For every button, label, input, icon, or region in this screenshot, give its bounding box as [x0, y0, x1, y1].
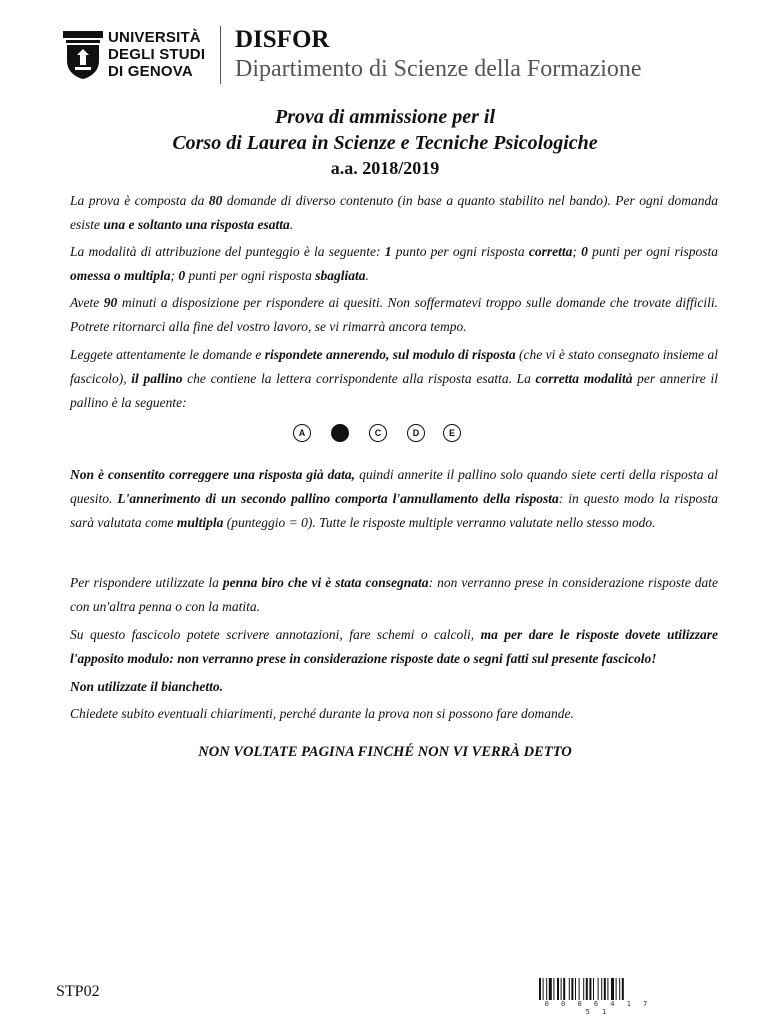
header-divider: [220, 26, 221, 84]
page-header: [62, 26, 722, 88]
department-full-name: Dipartimento di Scienze della Formazione: [235, 56, 642, 82]
form-code: STP02: [56, 983, 100, 1000]
bold-run: 1: [384, 244, 392, 259]
paragraph-scoring: [70, 240, 718, 288]
bold-run: multipla: [176, 515, 224, 530]
paragraph-no-corrections: [70, 463, 718, 535]
paragraph-no-whiteout: [70, 675, 718, 699]
title-line-1: Prova di ammissione per il: [275, 106, 495, 128]
barcode-number: 0 0 0 6 4 1 7 5 1: [544, 1000, 652, 1016]
department-abbreviation: DISFOR: [235, 26, 330, 53]
paragraph-answer-method: [70, 343, 718, 415]
bold-run: una e soltanto una risposta esatta: [103, 217, 290, 232]
university-name: [108, 29, 205, 80]
bold-run: Non utilizzate il bianchetto.: [70, 679, 224, 694]
bold-run: sbagliata: [315, 268, 366, 283]
text-run: : in questo modo la risposta sarà valutata come: [70, 491, 718, 530]
title-line-2: Corso di Laurea in Scienze e Tecniche Psicologiche: [172, 132, 598, 154]
university-name-line: DEGLI STUDI: [108, 46, 206, 63]
bubble-d: [407, 424, 425, 442]
paragraph-time: [70, 291, 718, 339]
text-run: (punteggio = 0). Tutte le risposte multiple verranno valutate nello stesso modo.: [223, 515, 656, 530]
text-run: Avete: [70, 295, 104, 310]
bubble-e: [443, 424, 461, 442]
text-run: Su questo fascicolo potete scrivere annotazioni, fare schemi o calcoli,: [70, 627, 481, 642]
final-notice: NON VOLTATE PAGINA FINCHÉ NON VI VERRÀ DETTO: [198, 744, 572, 760]
bubble-letter: D: [412, 428, 420, 438]
paragraph-notes: [70, 623, 718, 671]
bold-run: ma per dare le risposte dovete utilizzare l'apposito modulo: non verranno prese in considerazione risposte date o segni fatti sul presente fascicolo!: [70, 627, 718, 666]
bubble-c: [369, 424, 387, 442]
text-run: La modalità di attribuzione del punteggio è la seguente:: [70, 244, 385, 259]
bold-run: omessa o multipla: [70, 268, 171, 283]
bold-run: 80: [208, 193, 223, 208]
bold-run: corretta modalità: [535, 371, 633, 386]
text-run: .: [365, 268, 369, 283]
bubble-a: [293, 424, 311, 442]
barcode-icon: [539, 978, 657, 1000]
paragraph-questions: [70, 702, 718, 726]
text-run: minuti a disposizione per rispondere ai quesiti. Non soffermatevi troppo sulle domande che trovate difficili. Potrete ritornarci alla fine del vostro lavoro, se vi rimarrà ancora tempo.: [70, 295, 718, 334]
text-run: (che vi è stato consegnato insieme al fascicolo),: [70, 347, 718, 386]
paragraph-exam-composition: [70, 189, 718, 237]
text-run: .: [289, 217, 294, 232]
text-run: ;: [572, 244, 582, 259]
bold-run: L'annerimento di un secondo pallino comporta l'annullamento della risposta: [117, 491, 559, 506]
text-run: : non verranno prese in considerazione risposte date con un'altra penna o con la matita.: [70, 575, 718, 614]
bubble-b-filled: [331, 424, 349, 442]
bubble-letter: E: [448, 428, 455, 438]
text-run: punto per ogni risposta: [391, 244, 529, 259]
text-run: che contiene la lettera corrispondente alla risposta esatta. La: [182, 371, 536, 386]
text-run: punti per ogni risposta: [185, 268, 316, 283]
bold-run: 0: [581, 244, 588, 259]
text-run: Leggete attentamente le domande e: [70, 347, 265, 362]
bold-run: 90: [103, 295, 118, 310]
text-run: Per rispondere utilizzate la: [70, 575, 223, 590]
text-run: domande di diverso contenuto (in base a quanto stabilito nel bando). Per ogni domanda esiste: [70, 193, 718, 232]
bold-run: 0: [178, 268, 186, 283]
text-run: quindi annerite il pallino solo quando siete certi della risposta al quesito.: [70, 467, 719, 506]
bold-run: corretta: [528, 244, 573, 259]
bubble-letter: B: [336, 428, 344, 438]
text-run: ;: [170, 268, 179, 283]
academic-year: a.a. 2018/2019: [330, 158, 440, 178]
answer-bubbles-example: [293, 424, 463, 444]
bold-run: rispondete annerendo, sul modulo di risposta: [264, 347, 516, 362]
university-shield-icon: [62, 29, 104, 81]
bold-run: Non è consentito correggere una risposta già data,: [70, 467, 356, 482]
text-run: La prova è composta da: [70, 193, 209, 208]
text-run: per annerire il pallino è la seguente:: [70, 371, 718, 410]
bold-run: il pallino: [131, 371, 183, 386]
bubble-letter: C: [374, 428, 382, 438]
document-title: [0, 104, 770, 180]
text-run: Chiedete subito eventuali chiarimenti, perché durante la prova non si possono fare domande.: [70, 706, 574, 721]
bold-run: penna biro che vi è stata consegnata: [222, 575, 429, 590]
paragraph-pen: [70, 571, 718, 619]
university-name-line: DI GENOVA: [108, 63, 193, 80]
bubble-letter: A: [298, 428, 306, 438]
university-name-line: UNIVERSITÀ: [108, 29, 201, 46]
text-run: punti per ogni risposta: [587, 244, 719, 259]
